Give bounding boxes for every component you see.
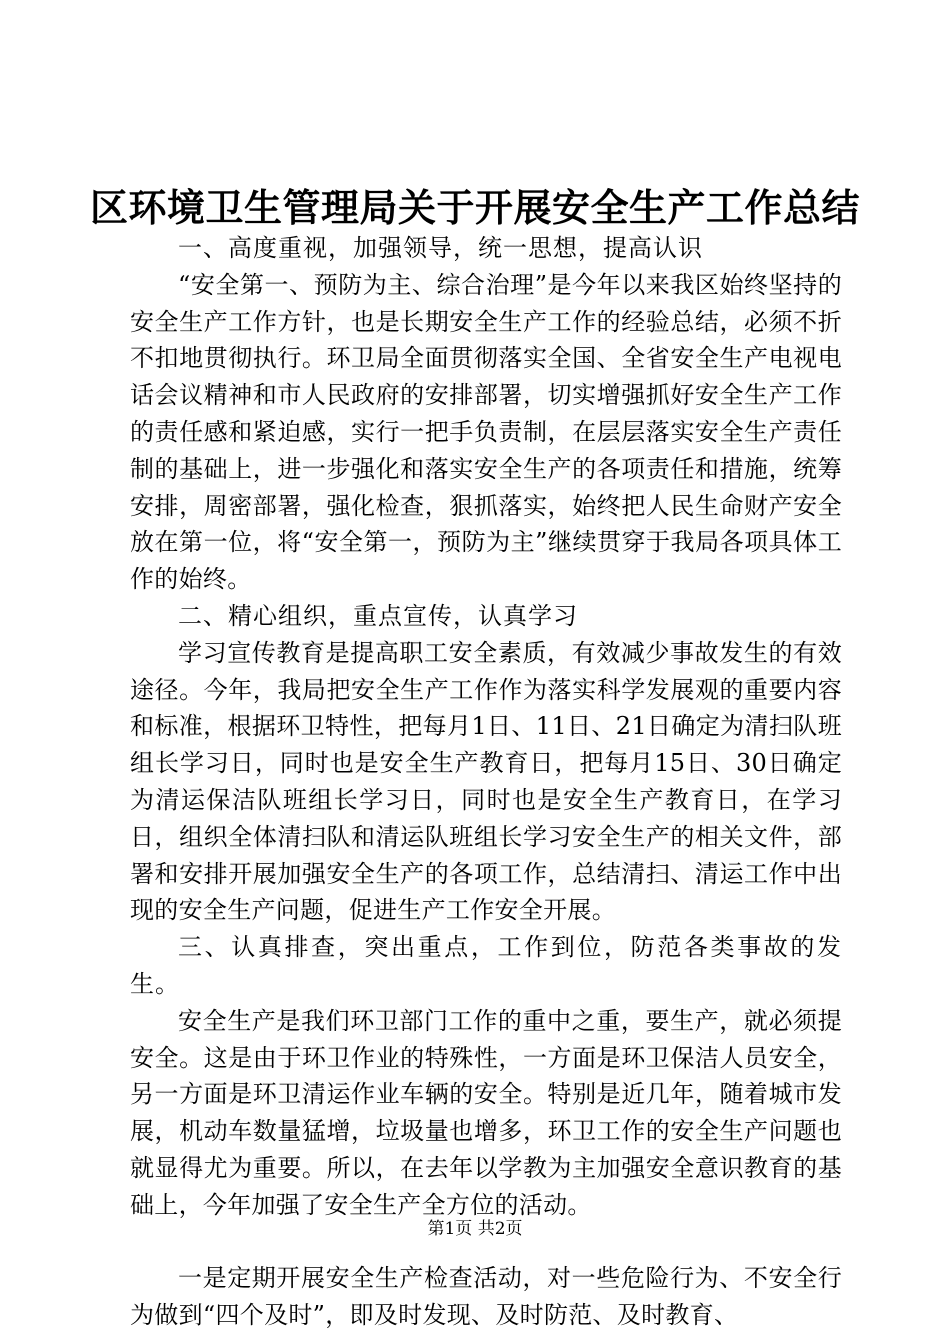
body-paragraph-1: “安全第一、预防为主、综合治理”是今年以来我区始终坚持的安全生产工作方针，也是长期安全生产工作的经验总结，必须不折不扣地贯彻执行。环卫局全面贯彻落实全国、全省安全生产电视电话会议精神和市人民政府的安排部署，切实增强抓好安全生产工作的责任感和紧迫感，实行一把手负责制，在层层落实安全生产责任制的基础上，进一步强化和落实安全生产的各项责任和措施，统筹安排，周密部署，强化检查，狠抓落实，始终把人民生命财产安全放在第一位，将“安全第一，预防为主”继续贯穿于我局各项具体工作的始终。	[130, 270, 842, 594]
page-number-footer: 第1页 共2页	[427, 1219, 523, 1239]
section-heading-2: 二、精心组织，重点宣传，认真学习	[178, 601, 578, 630]
body-paragraph-3: 安全生产是我们环卫部门工作的重中之重，要生产，就必须提安全。这是由于环卫作业的特殊性，一方面是环卫保洁人员安全，另一方面是环卫清运作业车辆的安全。特别是近几年，随着城市发展，机动车数量猛增，垃圾量也增多，环卫工作的安全生产问题也就显得尤为重要。所以，在去年以学教为主加强安全意识教育的基础上，今年加强了安全生产全方位的活动。	[130, 1006, 842, 1219]
body-paragraph-4: 一是定期开展安全生产检查活动，对一些危险行为、不安全行为做到“四个及时”，即及时发现、及时防范、及时教育、	[130, 1264, 842, 1330]
section-heading-1: 一、高度重视，加强领导，统一思想，提高认识	[178, 234, 703, 262]
document-body	[130, 230, 842, 1334]
body-paragraph-2: 学习宣传教育是提高职工安全素质，有效减少事故发生的有效途径。今年，我局把安全生产工作作为落实科学发展观的重要内容和标准，根据环卫特性，把每月1日、11日、21日确定为清扫队班组长学习日，同时也是安全生产教育日，把每月15日、30日确定为清运保洁队班组长学习日，同时也是安全生产教育日，在学习日，组织全体清扫队和清运队班组长学习安全生产的相关文件，部署和安排开展加强安全生产的各项工作，总结清扫、清运工作中出现的安全生产问题，促进生产工作安全开展。	[130, 638, 842, 925]
document-title: 区环境卫生管理局关于开展安全生产工作总结	[89, 185, 860, 230]
section-heading-3: 三、认真排查，突出重点，工作到位，防范各类事故的发生。	[130, 933, 842, 998]
